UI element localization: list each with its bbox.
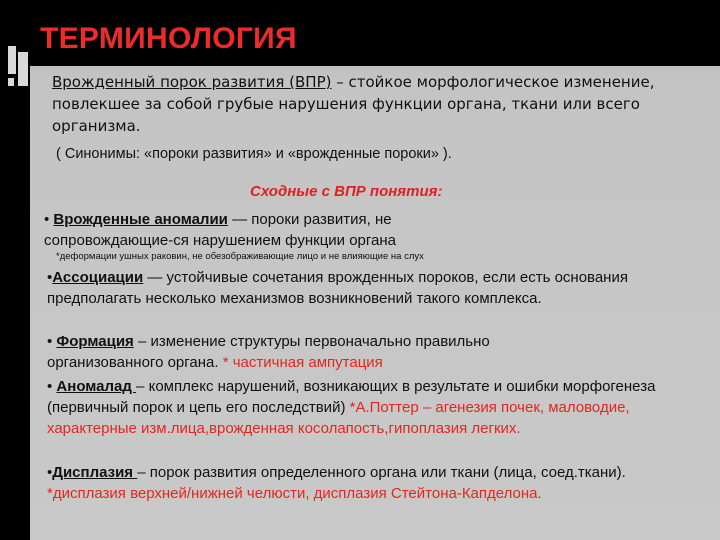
item-note: *дисплазия верхней/нижней челюсти, дисплазия Стейтона-Капделона. [47,485,542,502]
bullet: • [47,269,53,286]
bullet: • [47,378,57,395]
item-text: — пороки развития, не сопровождающие-ся нарушением функции органа [44,211,397,249]
synonyms: ( Синонимы: «пороки развития» и «врожденные пороки» ). [56,146,452,162]
bullet: • [44,211,54,228]
item-note: *А.Поттер – агенезия почек, маловодие, характерные изм.лица,врожденная косолапость,гипоплазия легких. [47,399,630,437]
bullet: • [47,333,57,350]
term: Аномалад [56,378,137,395]
definition-term: Врожденный порок развития (ВПР) [52,73,332,91]
list-item-dysplasia [47,462,677,504]
definition-text: – стойкое морфологическое изменение, повлекшее за собой грубые нарушения функции органа, ткани или всего организма. [52,73,655,135]
term: Формация [56,333,134,350]
item-note: * частичная ампутация [218,354,383,371]
item-text: – комплекс нарушений, возникающих в результате и ошибки морфогенеза (первичный порок и цепь его последствий) [47,378,656,416]
list-item-anomalies [44,209,474,251]
item-text: – изменение структуры первоначально правильно организованного органа. [47,333,490,371]
decor-bar-3 [8,78,14,86]
slide-title: ТЕРМИНОЛОГИЯ [40,22,297,55]
subheading: Сходные с ВПР понятия: [250,183,443,200]
item-text: – порок развития определенного органа или ткани (лица, соед.ткани). [137,464,626,481]
term: Дисплазия [52,464,138,481]
decor-bar-1 [8,46,16,74]
list-item-formation [47,331,607,373]
term: Врожденные аномалии [53,211,228,228]
footnote: *деформации ушных раковин, не обезображивающие лицо и не влияющие на слух [56,251,424,262]
item-text: — устойчивые сочетания врожденных пороков, если есть основания предполагать несколько механизмов возникновений такого комплекса. [47,269,628,307]
definition [52,71,672,137]
term: Ассоциации [52,269,144,286]
list-item-associations [47,267,677,309]
list-item-anomalad [47,376,687,439]
bullet: • [47,464,53,481]
decor-bar-2 [18,52,28,86]
